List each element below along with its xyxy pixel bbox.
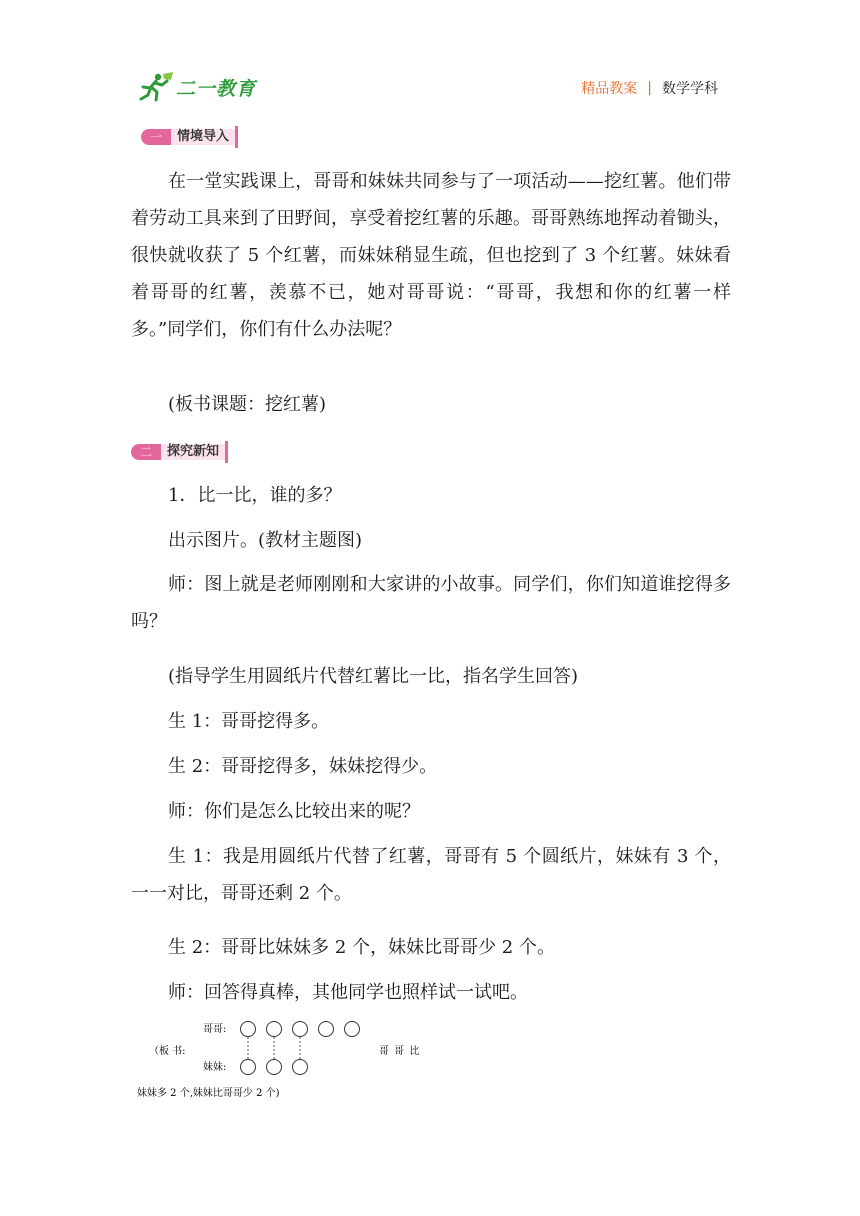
- subject-tag: 数学学科: [662, 81, 718, 97]
- header-tags: [581, 78, 718, 98]
- sister-circle: [293, 1060, 308, 1075]
- board-svg: [135, 1014, 555, 1104]
- brother-circle: [319, 1022, 334, 1037]
- text-line: 1．比一比，谁的多？: [168, 485, 342, 506]
- text-line: 出示图片。(教材主题图): [168, 530, 363, 551]
- badge-divider: [235, 126, 238, 148]
- section-badge-intro: [141, 126, 238, 148]
- brother-label: 哥哥:: [203, 1024, 227, 1035]
- section-title: 探究新知: [161, 444, 225, 460]
- section-number: 二: [131, 444, 161, 460]
- sister-circle: [267, 1060, 282, 1075]
- page-header: [0, 0, 860, 110]
- brother-circle: [267, 1022, 282, 1037]
- sister-label: 妹妹:: [203, 1062, 227, 1073]
- intro-paragraph: 在一堂实践课上，哥哥和妹妹共同参与了一项活动——挖红薯。他们带着劳动工具来到了田野间，享受着挖红薯的乐趣。哥哥熟练地挥动着锄头，很快就收获了 5 个红薯，而妹妹稍显生疏，但也挖到了 3 个红薯。妹妹看着哥哥的红薯，羡慕不已，她对哥哥说：“哥哥，我想和你的红薯一样多。”同学们，你们有什么办法呢？: [131, 171, 731, 340]
- brother-circle: [241, 1022, 256, 1037]
- section-number: 一: [141, 129, 171, 145]
- logo: [138, 70, 256, 104]
- header-separator: |: [647, 80, 652, 96]
- badge-divider: [225, 441, 228, 463]
- text-line: 生 1：我是用圆纸片代替了红薯，哥哥有 5 个圆纸片，妹妹有 3 个，一一对比，哥哥还剩 2 个。: [131, 846, 731, 904]
- text-line: 师：回答得真棒，其他同学也照样试一试吧。: [168, 982, 528, 1003]
- text-line: 生 2：哥哥比妹妹多 2 个，妹妹比哥哥少 2 个。: [168, 937, 555, 958]
- running-figure-icon: [138, 71, 174, 103]
- brother-circle: [293, 1022, 308, 1037]
- sister-circle: [241, 1060, 256, 1075]
- board-title: (板书课题：挖红薯): [168, 394, 327, 415]
- text-line: 师：图上就是老师刚刚和大家讲的小故事。同学们，你们知道谁挖得多吗？: [131, 574, 731, 632]
- text-line: 生 2：哥哥挖得多，妹妹挖得少。: [168, 756, 438, 777]
- board-right-text: 哥 哥 比: [379, 1046, 421, 1057]
- brand-tag: 精品教案: [581, 81, 638, 97]
- section-title: 情境导入: [171, 129, 235, 145]
- board-diagram: [135, 1014, 555, 1104]
- brother-circle: [345, 1022, 360, 1037]
- logo-text: 二一教育: [176, 77, 257, 100]
- text-line: (指导学生用圆纸片代替红薯比一比，指名学生回答): [168, 666, 579, 687]
- board-prefix: （板 书:: [149, 1046, 186, 1057]
- board-bottom-text: 妹妹多 2 个,妹妹比哥哥少 2 个): [137, 1088, 280, 1099]
- text-line: 生 1：哥哥挖得多。: [168, 711, 330, 732]
- text-line: 师：你们是怎么比较出来的呢？: [168, 801, 420, 822]
- section-badge-explore: [131, 441, 228, 463]
